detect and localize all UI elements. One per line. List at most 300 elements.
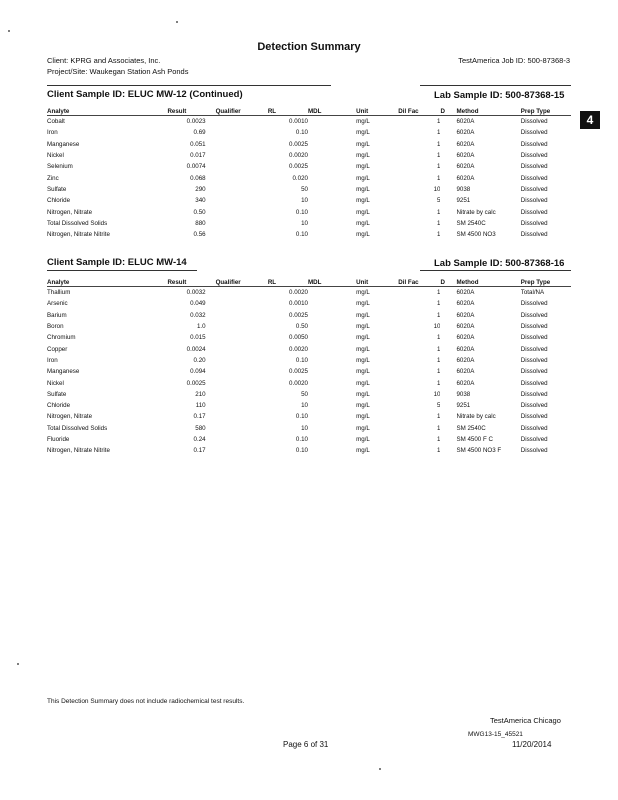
cell-qualifier [206,332,268,343]
cell-preptype: Dissolved [520,163,548,171]
cell-dilfac: 1 [437,289,441,297]
cell-dilfac: 10 [433,323,441,331]
cell-result: 0.50 [193,208,206,216]
cell-d [440,423,450,434]
cell-analyte: Arsenic [47,300,68,308]
cell-rl: 0.0025 [289,163,308,171]
cell-dilfac: 1 [437,300,441,308]
cell-dilfac: 1 [437,368,441,376]
cell-dilfac: 1 [437,413,441,421]
table-row [47,343,571,354]
cell-mdl [308,321,348,332]
cell-qualifier [206,206,268,217]
cell-analyte: Nitrogen, Nitrate Nitrite [47,447,110,455]
column-header-qualifier: Qualifier [206,103,268,116]
cell-qualifier [206,310,268,321]
cell-mdl [308,343,348,354]
cell-dilfac: 1 [437,356,441,364]
table-row [47,287,571,299]
cell-qualifier [206,195,268,206]
cell-dilfac: 1 [437,140,441,148]
cell-rl: 10 [301,402,308,410]
table-row [47,400,571,411]
cell-rl: 10 [301,197,308,205]
cell-result: 0.051 [190,140,206,148]
cell-rl: 0.0020 [289,345,308,353]
column-header-method: Method [450,274,520,287]
cell-unit: mg/L [356,185,370,193]
cell-unit: mg/L [356,118,370,126]
cell-unit: mg/L [356,390,370,398]
cell-unit: mg/L [356,219,370,227]
cell-analyte: Copper [47,345,68,353]
cell-qualifier [206,116,268,128]
cell-dilfac: 1 [437,447,441,455]
cell-analyte: Selenium [47,163,73,171]
cell-qualifier [206,298,268,309]
cell-qualifier [206,218,268,229]
cell-unit: mg/L [356,436,370,443]
cell-result: 0.0025 [186,379,206,387]
cell-rl: 0.0050 [289,334,308,342]
cell-result: 0.0023 [186,118,206,126]
cell-result: 0.20 [193,356,206,364]
cell-preptype: Dissolved [520,152,548,160]
cell-result: 0.24 [193,436,206,443]
cell-d [440,184,450,195]
cell-rl: 0.10 [295,447,308,455]
cell-analyte: Total Dissolved Solids [47,219,108,227]
cell-unit: mg/L [356,152,370,160]
column-header-dilfac: Dil Fac [398,274,440,287]
cell-result: 0.032 [190,311,206,319]
cell-unit: mg/L [356,334,370,342]
cell-preptype: Dissolved [520,447,548,455]
cell-mdl [308,389,348,400]
cell-qualifier [206,389,268,400]
cell-unit: mg/L [356,379,370,387]
cell-rl: 0.10 [295,356,308,364]
table-row [47,332,571,343]
cell-unit: mg/L [356,300,370,308]
cell-method: 6020A [456,140,475,148]
cell-result: 580 [195,424,206,432]
cell-qualifier [206,377,268,388]
table-row [47,127,571,138]
results-table [47,274,571,456]
cell-d [440,161,450,172]
cell-dilfac: 1 [437,118,441,126]
cell-preptype: Dissolved [520,174,548,182]
cell-rl: 0.10 [295,231,308,239]
cell-result: 0.69 [193,129,206,137]
cell-preptype: Dissolved [520,402,548,410]
cell-rl: 0.10 [295,208,308,216]
cell-rl: 0.10 [295,413,308,421]
cell-analyte: Chloride [47,197,71,205]
cell-method: SM 4500 NO3 F [456,447,502,455]
cell-d [440,218,450,229]
cell-method: SM 4500 F C [456,436,493,443]
cell-preptype: Dissolved [520,368,548,376]
cell-unit: mg/L [356,424,370,432]
cell-result: 0.015 [190,334,206,342]
cell-unit: mg/L [356,129,370,137]
table-row [47,366,571,377]
cell-analyte: Sulfate [47,185,67,193]
cell-qualifier [206,172,268,183]
cell-unit: mg/L [356,447,370,455]
table-row [47,389,571,400]
cell-d [440,355,450,366]
cell-preptype: Dissolved [520,334,548,342]
lab-sample-id: Lab Sample ID: 500-87368-16 [434,258,565,269]
cell-mdl [308,423,348,434]
cell-d [440,195,450,206]
cell-method: 6020A [456,118,475,126]
cell-mdl [308,116,348,128]
column-header-dilfac: Dil Fac [398,103,440,116]
cell-preptype: Dissolved [520,390,548,398]
cell-unit: mg/L [356,197,370,205]
cell-preptype: Dissolved [520,413,548,421]
cell-result: 0.0032 [186,289,206,297]
cell-rl: 0.50 [295,323,308,331]
cell-result: 0.56 [193,231,206,239]
column-header-analyte: Analyte [47,103,167,116]
cell-qualifier [206,355,268,366]
cell-result: 110 [195,402,206,410]
cell-mdl [308,127,348,138]
cell-qualifier [206,445,268,456]
cell-dilfac: 1 [437,129,441,137]
section-divider [47,270,197,271]
column-header-mdl: MDL [308,103,348,116]
cell-dilfac: 1 [437,379,441,387]
cell-preptype: Dissolved [520,356,548,364]
cell-unit: mg/L [356,402,370,410]
cell-qualifier [206,127,268,138]
cell-result: 210 [195,390,206,398]
cell-dilfac: 1 [437,208,441,216]
cell-qualifier [206,411,268,422]
scan-speck [8,30,10,32]
cell-rl: 0.0020 [289,289,308,297]
cell-method: 6020A [456,334,475,342]
cell-d [440,411,450,422]
cell-rl: 0.10 [295,436,308,443]
cell-mdl [308,434,348,445]
cell-mdl [308,310,348,321]
cell-rl: 0.10 [295,129,308,137]
cell-mdl [308,206,348,217]
cell-mdl [308,172,348,183]
client-sample-id: Client Sample ID: ELUC MW-14 [47,257,187,268]
footer-note: This Detection Summary does not include radiochemical test results. [47,698,245,705]
cell-rl: 0.0010 [289,300,308,308]
cell-mdl [308,377,348,388]
cell-method: 9038 [456,185,471,193]
cell-d [440,445,450,456]
scan-speck [17,663,19,665]
cell-method: 6020A [456,356,475,364]
cell-method: Nitrate by calc [456,208,496,216]
cell-method: 6020A [456,311,475,319]
results-table [47,103,571,240]
document-id: MWG13-15_45521 [468,731,523,738]
cell-dilfac: 1 [437,163,441,171]
cell-method: 6020A [456,300,475,308]
cell-method: 9038 [456,390,471,398]
cell-dilfac: 1 [437,174,441,182]
table-row [47,116,571,128]
cell-qualifier [206,229,268,240]
cell-analyte: Nitrogen, Nitrate [47,413,93,421]
cell-analyte: Cobalt [47,118,65,126]
cell-result: 0.17 [193,447,206,455]
table-row [47,150,571,161]
scan-speck [176,21,178,23]
cell-preptype: Dissolved [520,129,548,137]
cell-dilfac: 10 [433,390,441,398]
cell-mdl [308,184,348,195]
cell-preptype: Dissolved [520,311,548,319]
cell-rl: 50 [301,390,308,398]
cell-qualifier [206,139,268,150]
cell-method: 9251 [456,402,471,410]
cell-method: 6020A [456,152,475,160]
cell-rl: 0.0020 [289,379,308,387]
cell-analyte: Barium [47,311,67,319]
cell-d [440,206,450,217]
cell-method: 6020A [456,163,475,171]
cell-dilfac: 10 [433,185,441,193]
cell-mdl [308,195,348,206]
column-header-rl: RL [268,274,308,287]
table-row [47,423,571,434]
cell-dilfac: 5 [437,197,441,205]
cell-mdl [308,139,348,150]
cell-method: 6020A [456,289,475,297]
cell-method: SM 2540C [456,424,486,432]
cell-analyte: Nitrogen, Nitrate [47,208,93,216]
column-header-rl: RL [268,103,308,116]
cell-preptype: Dissolved [520,323,548,331]
cell-d [440,150,450,161]
cell-dilfac: 5 [437,402,441,410]
lab-company: TestAmerica Chicago [490,716,561,725]
cell-mdl [308,298,348,309]
cell-rl: 10 [301,424,308,432]
cell-d [440,377,450,388]
page-number: Page 6 of 31 [283,740,329,749]
cell-result: 0.0024 [186,345,206,353]
cell-result: 880 [195,219,206,227]
table-row [47,377,571,388]
cell-d [440,434,450,445]
section-tab-marker: 4 [580,111,600,129]
cell-mdl [308,150,348,161]
cell-d [440,229,450,240]
cell-unit: mg/L [356,345,370,353]
cell-unit: mg/L [356,311,370,319]
cell-method: 6020A [456,129,475,137]
column-header-d: D [440,274,450,287]
cell-method: 6020A [456,345,475,353]
cell-preptype: Dissolved [520,197,548,205]
project-site: Project/Site: Waukegan Station Ash Ponds [47,67,189,76]
cell-dilfac: 1 [437,311,441,319]
cell-result: 0.094 [190,368,206,376]
cell-mdl [308,287,348,299]
table-row [47,172,571,183]
table-row [47,229,571,240]
cell-analyte: Manganese [47,140,80,148]
cell-analyte: Fluoride [47,436,70,443]
cell-analyte: Nickel [47,152,64,160]
cell-d [440,127,450,138]
cell-analyte: Chloride [47,402,71,410]
report-date: 11/20/2014 [512,740,552,749]
column-header-mdl: MDL [308,274,348,287]
cell-rl: 10 [301,219,308,227]
column-header-qualifier: Qualifier [206,274,268,287]
cell-rl: 0.0020 [289,152,308,160]
column-header-preptype: Prep Type [521,274,571,287]
cell-result: 0.17 [193,413,206,421]
cell-method: Nitrate by calc [456,413,496,421]
cell-qualifier [206,150,268,161]
column-header-d: D [440,103,450,116]
cell-dilfac: 1 [437,334,441,342]
cell-d [440,116,450,128]
cell-analyte: Nitrogen, Nitrate Nitrite [47,231,110,239]
column-header-result: Result [167,103,205,116]
table-row [47,298,571,309]
cell-analyte: Iron [47,129,58,137]
cell-dilfac: 1 [437,436,441,443]
cell-rl: 50 [301,185,308,193]
cell-preptype: Dissolved [520,185,548,193]
cell-result: 340 [195,197,206,205]
cell-analyte: Chromium [47,334,76,342]
cell-method: SM 2540C [456,219,486,227]
cell-d [440,172,450,183]
cell-preptype: Dissolved [520,208,548,216]
section-divider [420,85,571,86]
column-header-unit: Unit [348,103,398,116]
client-name: Client: KPRG and Associates, Inc. [47,56,161,65]
cell-dilfac: 1 [437,152,441,160]
cell-analyte: Iron [47,356,58,364]
section-divider [47,85,331,86]
cell-method: SM 4500 NO3 [456,231,496,239]
column-header-unit: Unit [348,274,398,287]
cell-qualifier [206,423,268,434]
cell-mdl [308,332,348,343]
cell-mdl [308,355,348,366]
cell-analyte: Sulfate [47,390,67,398]
cell-unit: mg/L [356,368,370,376]
scan-speck [379,768,381,770]
cell-result: 0.0074 [186,163,206,171]
cell-unit: mg/L [356,140,370,148]
cell-mdl [308,161,348,172]
cell-preptype: Dissolved [520,345,548,353]
cell-unit: mg/L [356,208,370,216]
cell-unit: mg/L [356,174,370,182]
cell-rl: 0.0025 [289,311,308,319]
cell-preptype: Dissolved [520,118,548,126]
table-row [47,445,571,456]
cell-mdl [308,218,348,229]
cell-d [440,332,450,343]
cell-dilfac: 1 [437,219,441,227]
cell-qualifier [206,321,268,332]
job-id: TestAmerica Job ID: 500-87368-3 [458,56,570,65]
cell-d [440,139,450,150]
cell-mdl [308,411,348,422]
cell-result: 0.017 [190,152,206,160]
table-row [47,184,571,195]
cell-rl: 0.0025 [289,368,308,376]
cell-rl: 0.020 [292,174,308,182]
table-header-row [47,274,571,287]
cell-qualifier [206,287,268,299]
cell-qualifier [206,343,268,354]
cell-result: 0.068 [190,174,206,182]
cell-dilfac: 1 [437,345,441,353]
cell-qualifier [206,161,268,172]
table-header-row [47,103,571,116]
cell-method: 9251 [456,197,471,205]
client-sample-id: Client Sample ID: ELUC MW-12 (Continued) [47,89,243,100]
column-header-analyte: Analyte [47,274,167,287]
table-row [47,310,571,321]
cell-d [440,287,450,299]
cell-analyte: Nickel [47,379,64,387]
section-divider [420,270,571,271]
table-row [47,206,571,217]
column-header-preptype: Prep Type [521,103,571,116]
cell-d [440,321,450,332]
table-row [47,434,571,445]
table-row [47,355,571,366]
cell-preptype: Dissolved [520,424,548,432]
cell-mdl [308,229,348,240]
table-row [47,411,571,422]
cell-qualifier [206,184,268,195]
cell-dilfac: 1 [437,231,441,239]
cell-analyte: Manganese [47,368,80,376]
cell-preptype: Dissolved [520,231,548,239]
cell-unit: mg/L [356,163,370,171]
cell-preptype: Dissolved [520,300,548,308]
cell-unit: mg/L [356,289,370,297]
cell-method: 6020A [456,323,475,331]
table-row [47,139,571,150]
cell-rl: 0.0025 [289,140,308,148]
cell-analyte: Total Dissolved Solids [47,424,108,432]
cell-preptype: Dissolved [520,140,548,148]
cell-mdl [308,400,348,411]
cell-d [440,343,450,354]
table-row [47,195,571,206]
page-title: Detection Summary [257,41,361,53]
cell-result: 290 [195,185,206,193]
cell-result: 1.0 [196,323,206,331]
cell-d [440,389,450,400]
